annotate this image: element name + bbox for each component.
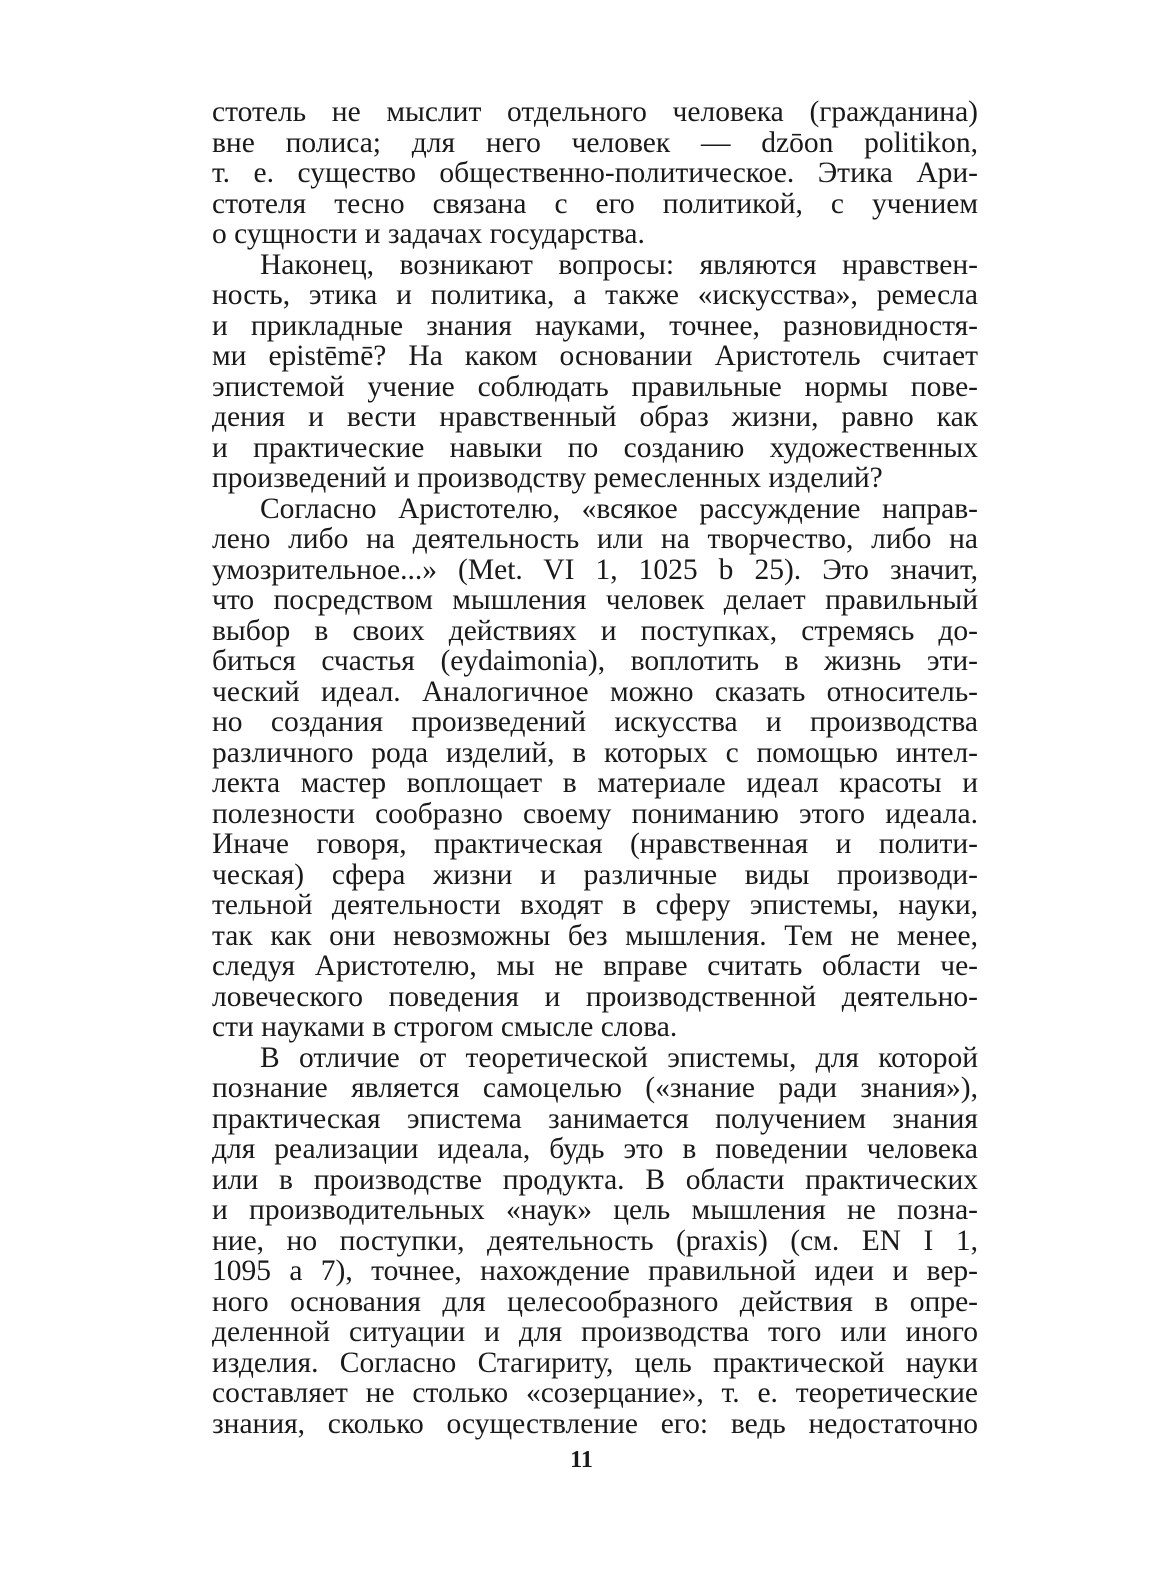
text-line: деленной ситуации и для производства того или иного: [212, 1316, 978, 1348]
paragraph-1: [212, 97, 978, 250]
text-line: т. е. существо общественно-политическое. Этика Ари-: [212, 157, 978, 189]
text-line: ческий идеал. Аналогичное можно сказать относитель-: [212, 675, 978, 708]
text-line: дения и вести нравственный образ жизни, равно как: [212, 401, 978, 433]
text-line: выбор в своих действиях и поступках, стремясь до-: [212, 614, 978, 647]
text-line: следуя Аристотелю, мы не вправе считать области че-: [212, 950, 978, 982]
paragraph-2: [212, 250, 978, 494]
text-line: умозрительное...» (Met. VI 1, 1025 b 25). Это значит,: [212, 553, 978, 586]
text-line: биться счастья (eydaimonia), воплотить в жизнь эти-: [212, 645, 978, 677]
text-line: практическая эпистема занимается получением знания: [212, 1102, 978, 1135]
text-line: 1095 a 7), точнее, нахождение правильной идеи и вер-: [212, 1255, 978, 1287]
text-line: составляет не столько «созерцание», т. е. теоретические: [212, 1377, 978, 1409]
text-line: тельной деятельности входят в сферу эпистемы, науки,: [212, 889, 978, 921]
text-line: ного основания для целесообразного действия в опре-: [212, 1285, 978, 1318]
text-line: ловеческого поведения и производственной деятельно-: [212, 980, 978, 1013]
text-line: что посредством мышления человек делает правильный: [212, 584, 978, 616]
text-line: Иначе говоря, практическая (нравственная и полити-: [212, 828, 978, 860]
text-line: о сущности и задачах государства.: [212, 218, 645, 250]
text-line: для реализации идеала, будь это в поведении человека: [212, 1133, 978, 1165]
text-line: стотель не мыслит отдельного человека (гражданина): [212, 96, 978, 128]
text-line: но создания произведений искусства и производства: [212, 706, 978, 738]
text-line: знания, сколько осуществление его: ведь недостаточно: [212, 1407, 978, 1440]
paragraph-3: [212, 494, 978, 1043]
text-line: стотеля тесно связана с его политикой, с учением: [212, 187, 978, 220]
text-line: ние, но поступки, деятельность (praxis) (см. EN I 1,: [212, 1224, 978, 1257]
body-text: [212, 97, 978, 1439]
text-line: ми epistēmē? На каком основании Аристотель считает: [212, 340, 978, 372]
text-line: Согласно Аристотелю, «всякое рассуждение направ-: [260, 492, 978, 525]
text-line: и прикладные знания науками, точнее, разновидностя-: [212, 309, 978, 342]
text-line: и практические навыки по созданию художественных: [212, 431, 978, 464]
text-line: лекта мастер воплощает в материале идеал красоты и: [212, 767, 978, 799]
text-line: Наконец, возникают вопросы: являются нравствен-: [260, 248, 978, 281]
text-line: познание является самоцелью («знание ради знания»),: [212, 1072, 978, 1104]
text-line: сти науками в строгом смысле слова.: [212, 1011, 678, 1043]
text-line: эпистемой учение соблюдать правильные нормы пове-: [212, 370, 978, 403]
text-line: В отличие от теоретической эпистемы, для которой: [260, 1041, 978, 1074]
text-line: различного рода изделий, в которых с помощью интел-: [212, 736, 978, 769]
text-line: изделия. Согласно Стагириту, цель практической науки: [212, 1346, 978, 1379]
text-line: так как они невозможны без мышления. Тем не менее,: [212, 919, 978, 952]
text-line: ческая) сфера жизни и различные виды производи-: [212, 858, 978, 891]
text-line: лено либо на деятельность или на творчество, либо на: [212, 523, 978, 555]
text-line: произведений и производству ремесленных изделий?: [212, 462, 883, 494]
text-line: и производительных «наук» цель мышления не позна-: [212, 1194, 978, 1226]
page-number: 11: [570, 1447, 593, 1473]
paragraph-4: [212, 1043, 978, 1440]
text-line: вне полиса; для него человек — dzōon politikon,: [212, 126, 978, 159]
text-line: или в производстве продукта. В области практических: [212, 1163, 978, 1196]
text-line: полезности сообразно своему пониманию этого идеала.: [212, 797, 978, 830]
text-line: ность, этика и политика, а также «искусства», ремесла: [212, 279, 978, 311]
